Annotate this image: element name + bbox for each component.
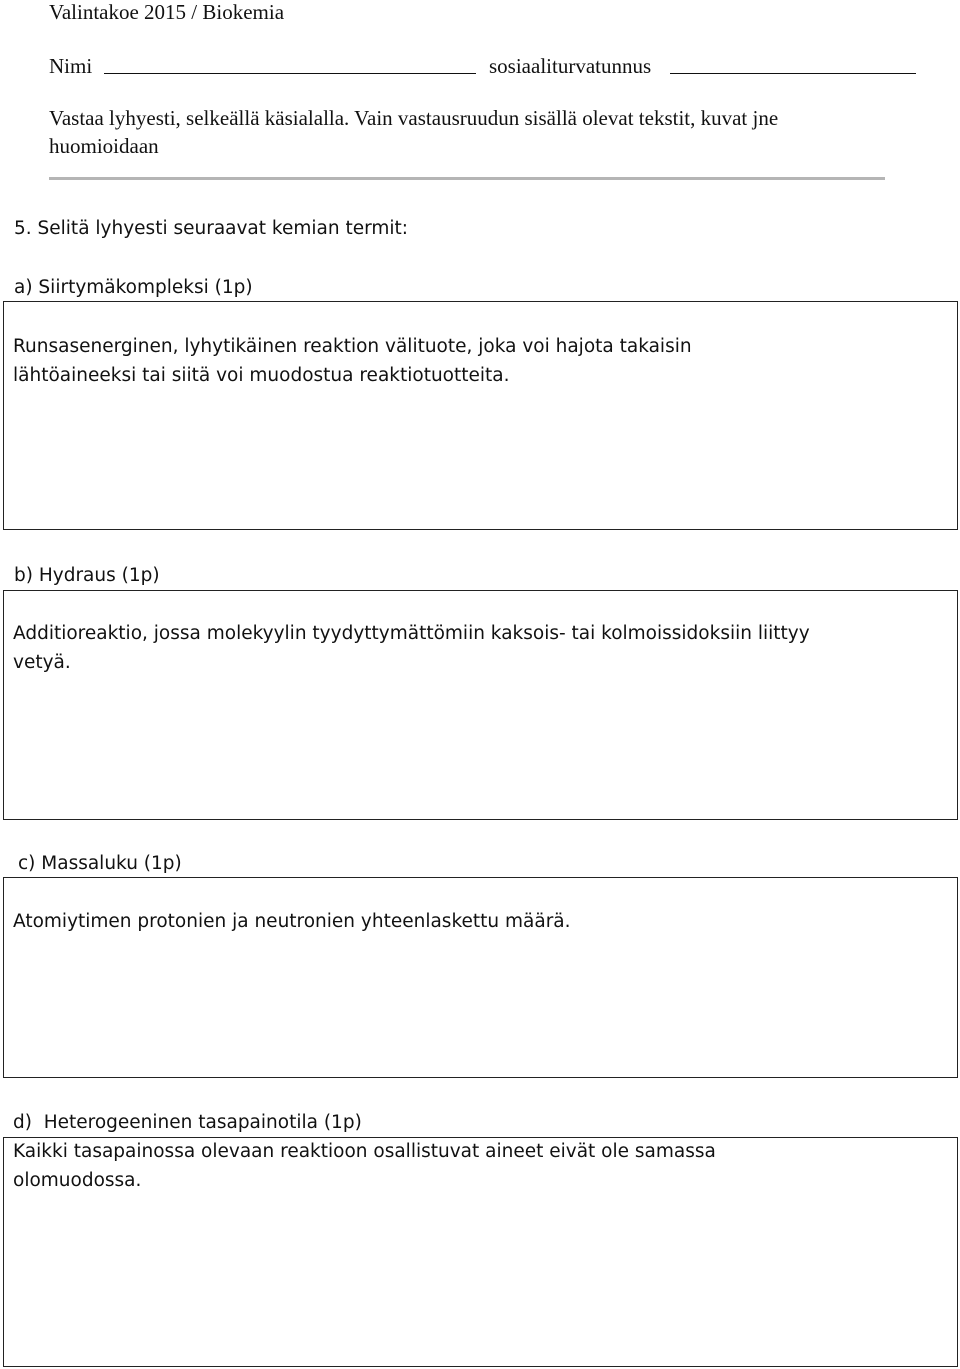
part-a-label: a) Siirtymäkompleksi (1p) <box>14 277 253 298</box>
answer-c-text: Atomiytimen protonien ja neutronien yhteenlaskettu määrä. <box>13 911 571 932</box>
part-d-label: d) Heterogeeninen tasapainotila (1p) <box>13 1112 362 1133</box>
name-field-line[interactable] <box>104 73 476 74</box>
answer-d-text: Kaikki tasapainossa olevaan reaktioon osallistuvat aineet eivät ole samassa olomuodossa. <box>13 1141 716 1191</box>
name-label: Nimi <box>49 54 93 78</box>
header-divider <box>49 177 885 180</box>
answer-b-text: Additioreaktio, jossa molekyylin tyydyttymättömiin kaksois- tai kolmoissidoksiin liittyy vetyä. <box>13 623 810 673</box>
ssn-label: sosiaaliturvatunnus <box>489 54 652 78</box>
ssn-field-line[interactable] <box>670 73 916 74</box>
part-c-label: c) Massaluku (1p) <box>18 853 182 874</box>
part-b-label: b) Hydraus (1p) <box>14 565 160 586</box>
exam-title: Valintakoe 2015 / Biokemia <box>49 0 285 24</box>
question-text: 5. Selitä lyhyesti seuraavat kemian termit: <box>14 218 409 239</box>
answer-a-text: Runsasenerginen, lyhytikäinen reaktion välituote, joka voi hajota takaisin lähtöaineeksi tai siitä voi muodostua reaktiotuotteita. <box>13 336 692 386</box>
instructions-text: Vastaa lyhyesti, selkeällä käsialalla. Vain vastausruudun sisällä olevat tekstit, kuvat jne huomioidaan <box>49 106 779 158</box>
